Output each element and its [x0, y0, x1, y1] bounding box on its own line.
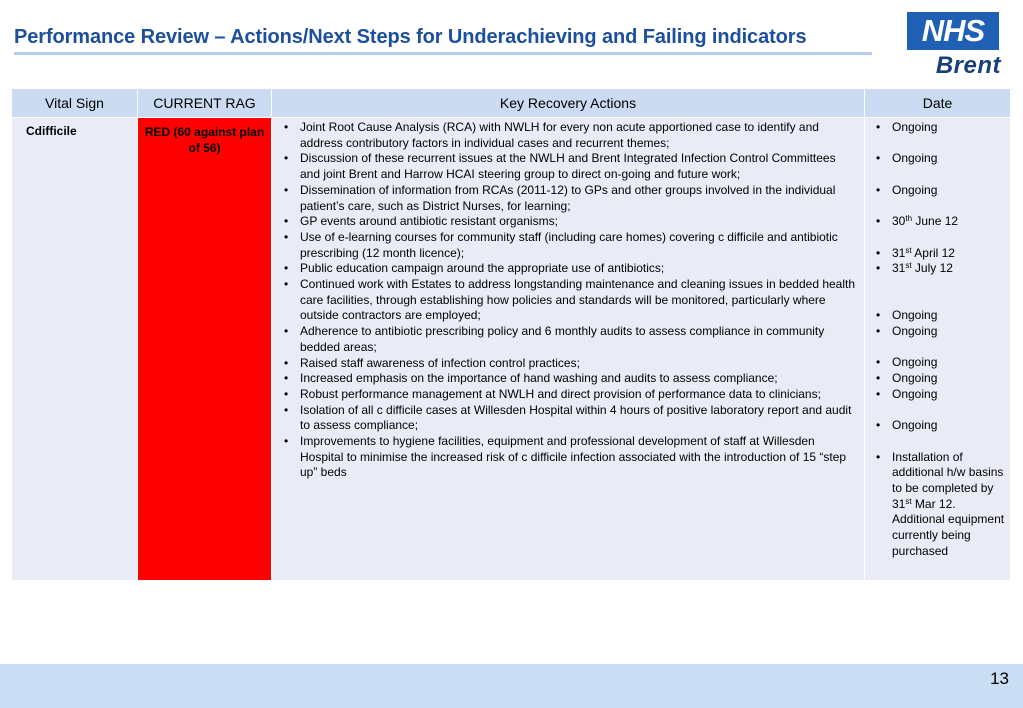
action-item: • Discussion of these recurrent issues at the NWLH and Brent Integrated Infection Control Committees and joint Brent and Harrow HCAI steering group to direct on-going and future work; — [282, 151, 858, 182]
footer-bar — [0, 664, 1023, 708]
col-header-date: Date — [865, 89, 1011, 118]
date-item: • Ongoing — [874, 324, 1006, 340]
date-item: • Ongoing — [874, 308, 1006, 324]
action-item: • Improvements to hygiene facilities, equipment and professional development of staff at Willesden Hospital to minimise the increased risk of c difficile infection associated with the introduction of 15 “step up” beds — [282, 434, 858, 481]
date-rest: June 12 — [912, 214, 959, 229]
date-day: 31 — [892, 261, 906, 276]
date-rest: July 12 — [911, 261, 953, 276]
date-text: Installation of additional h/w basins to be completed by 31 — [892, 449, 1004, 511]
action-item: • Increased emphasis on the importance of hand washing and audits to assess compliance; — [282, 371, 858, 387]
action-item: • GP events around antibiotic resistant organisms; — [282, 214, 858, 230]
date-item: • Ongoing — [874, 355, 1006, 371]
nhs-logo-box: NHS — [907, 12, 999, 50]
rag-status-cell: RED (60 against plan of 56) — [138, 118, 272, 581]
date-suffix: st — [905, 261, 912, 271]
date-item: • Ongoing — [874, 120, 1006, 136]
col-header-key-recovery-actions: Key Recovery Actions — [272, 89, 865, 118]
date-suffix: st — [905, 496, 912, 506]
date-item: • Ongoing — [874, 151, 1006, 167]
table-row — [12, 118, 1011, 581]
dates-cell — [865, 118, 1011, 581]
date-item: • Ongoing — [874, 371, 1006, 387]
actions-cell — [272, 118, 865, 581]
date-suffix: st — [905, 245, 912, 255]
vital-sign-cell: Cdifficile — [12, 118, 138, 581]
date-day: 30 — [892, 214, 906, 229]
date-item — [874, 450, 1006, 560]
page-title: Performance Review – Actions/Next Steps for Underachieving and Failing indicators — [14, 26, 807, 48]
date-item — [874, 261, 1006, 277]
date-text: Mar 12. Additional equipment currently being purchased — [892, 496, 1005, 558]
logo-org-name: Brent — [935, 52, 1001, 79]
action-item: • Dissemination of information from RCAs (2011-12) to GPs and other groups involved in the individual patient’s care, such as District Nurses, for learning; — [282, 183, 858, 214]
action-item: • Public education campaign around the appropriate use of antibiotics; — [282, 261, 858, 277]
col-header-current-rag: CURRENT RAG — [138, 89, 272, 118]
date-item — [874, 246, 1006, 262]
recovery-actions-table — [11, 88, 1011, 581]
action-item: • Raised staff awareness of infection control practices; — [282, 356, 858, 372]
date-rest: April 12 — [911, 245, 955, 260]
table-header-row — [12, 89, 1011, 118]
nhs-brent-logo — [907, 12, 1003, 80]
date-item: • Ongoing — [874, 387, 1006, 403]
action-item: • Use of e-learning courses for community staff (including care homes) covering c difficile and antibiotic prescribing (12 month licence); — [282, 230, 858, 261]
date-day: 31 — [892, 245, 906, 260]
action-item: • Adherence to antibiotic prescribing policy and 6 monthly audits to assess compliance in community bedded areas; — [282, 324, 858, 355]
page-number: 13 — [990, 669, 1009, 688]
col-header-vital-sign: Vital Sign — [12, 89, 138, 118]
date-item: • Ongoing — [874, 183, 1006, 199]
action-item: • Isolation of all c difficile cases at Willesden Hospital within 4 hours of positive laboratory report and audit to assess compliance; — [282, 403, 858, 434]
date-item — [874, 214, 1006, 230]
title-underline — [14, 52, 872, 55]
action-item: • Joint Root Cause Analysis (RCA) with NWLH for every non acute apportioned case to identify and address contributory factors in individual cases and recurrent themes; — [282, 120, 858, 151]
date-item: • Ongoing — [874, 418, 1006, 434]
dates-list — [865, 118, 1010, 560]
actions-list — [272, 118, 864, 481]
action-item: • Robust performance management at NWLH and direct provision of performance data to clinicians; — [282, 387, 858, 403]
action-item: • Continued work with Estates to address longstanding maintenance and cleaning issues in bedded health care facilities, through establishing how policies and standards will be monitored, particularly where outside contractors are employed; — [282, 277, 858, 324]
date-suffix: th — [905, 214, 913, 224]
